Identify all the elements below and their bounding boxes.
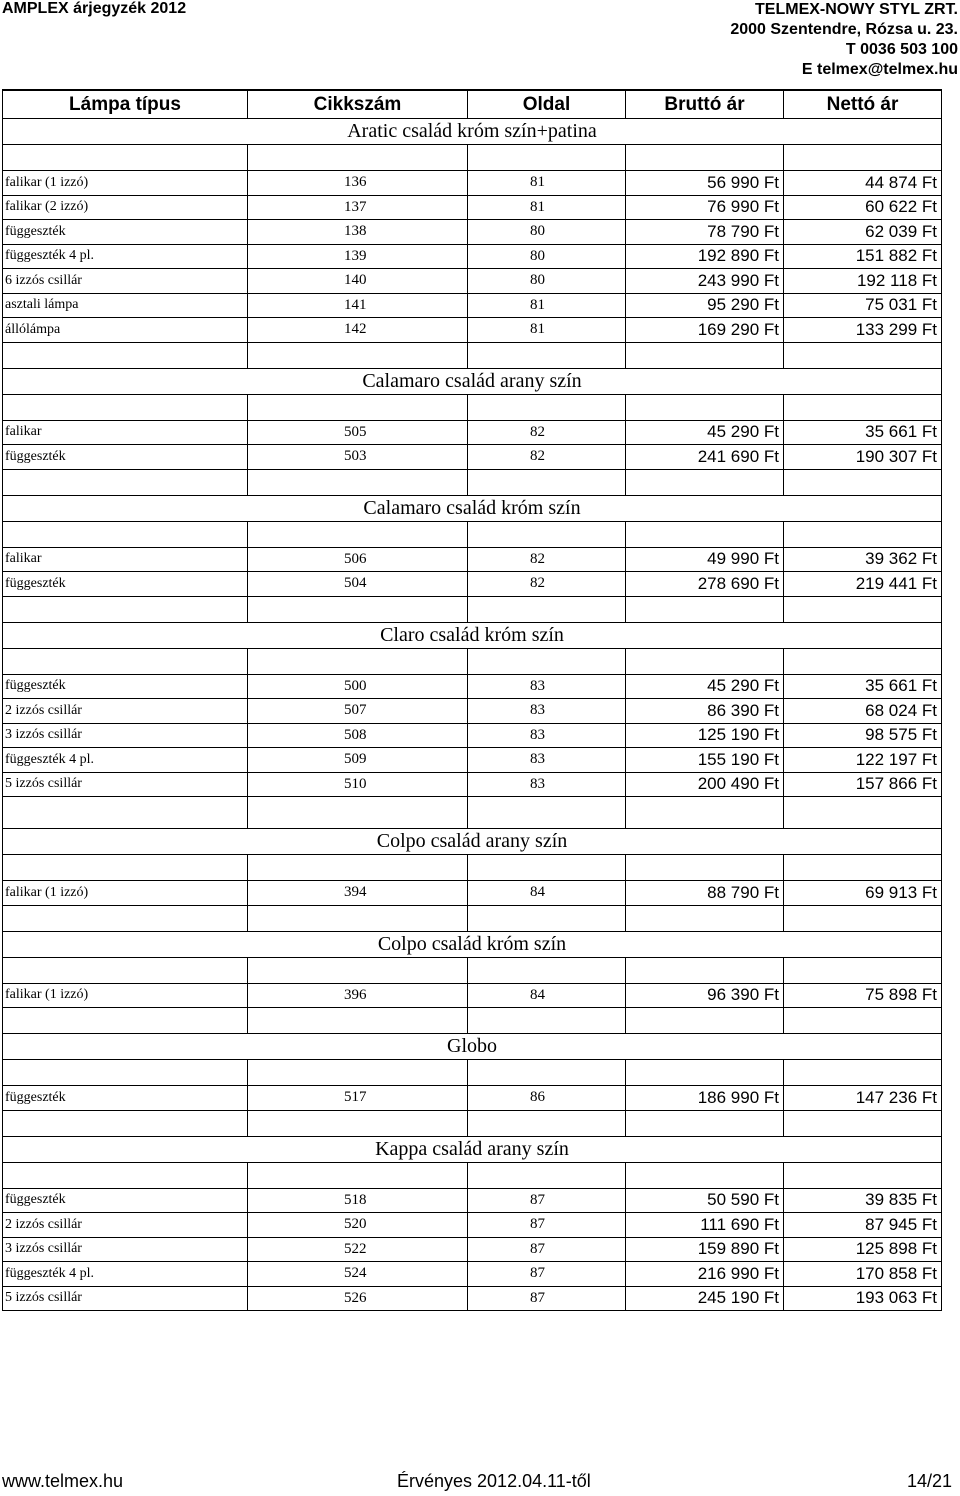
column-header-page: Oldal bbox=[468, 91, 626, 119]
cell-type: 6 izzós csillár bbox=[2, 269, 248, 294]
cell-code: 526 bbox=[248, 1287, 468, 1312]
cell-gross: 278 690 Ft bbox=[626, 572, 784, 597]
table-header-row bbox=[2, 89, 942, 119]
cell-code: 141 bbox=[248, 294, 468, 319]
cell-type: falikar (1 izzó) bbox=[2, 984, 248, 1009]
empty-cell bbox=[784, 522, 942, 548]
footer-validity: Érvényes 2012.04.11-től bbox=[397, 1471, 591, 1491]
empty-cell bbox=[468, 145, 626, 171]
cell-type: 5 izzós csillár bbox=[2, 1287, 248, 1312]
empty-cell bbox=[248, 649, 468, 675]
spacer-row bbox=[2, 343, 942, 369]
cell-code: 503 bbox=[248, 445, 468, 470]
empty-cell bbox=[248, 855, 468, 881]
section-title-row bbox=[2, 829, 942, 855]
spacer-row bbox=[2, 470, 942, 496]
cell-gross: 169 290 Ft bbox=[626, 318, 784, 343]
document-title: AMPLEX árjegyzék 2012 bbox=[2, 0, 187, 17]
section-title: Globo bbox=[2, 1034, 942, 1060]
empty-cell bbox=[248, 343, 468, 369]
cell-net: 151 882 Ft bbox=[784, 245, 942, 270]
cell-page: 81 bbox=[468, 318, 626, 343]
empty-cell bbox=[626, 343, 784, 369]
cell-gross: 78 790 Ft bbox=[626, 220, 784, 245]
cell-page: 86 bbox=[468, 1086, 626, 1111]
empty-cell bbox=[2, 343, 248, 369]
cell-page: 80 bbox=[468, 220, 626, 245]
empty-cell bbox=[248, 1008, 468, 1034]
cell-gross: 216 990 Ft bbox=[626, 1262, 784, 1287]
cell-code: 396 bbox=[248, 984, 468, 1009]
table-row bbox=[2, 245, 942, 270]
table-row bbox=[2, 548, 942, 573]
empty-cell bbox=[468, 597, 626, 623]
cell-type: falikar bbox=[2, 421, 248, 446]
empty-cell bbox=[2, 470, 248, 496]
section-title-row bbox=[2, 369, 942, 395]
column-header-gross: Bruttó ár bbox=[626, 91, 784, 119]
cell-page: 83 bbox=[468, 675, 626, 700]
empty-cell bbox=[2, 958, 248, 984]
section-title: Aratic család króm szín+patina bbox=[2, 119, 942, 145]
cell-page: 84 bbox=[468, 984, 626, 1009]
section-title-row bbox=[2, 1034, 942, 1060]
company-address: 2000 Szentendre, Rózsa u. 23. bbox=[730, 21, 958, 38]
spacer-row bbox=[2, 1060, 942, 1086]
cell-type: függeszték 4 pl. bbox=[2, 1262, 248, 1287]
cell-page: 84 bbox=[468, 881, 626, 906]
empty-cell bbox=[784, 343, 942, 369]
cell-gross: 88 790 Ft bbox=[626, 881, 784, 906]
empty-cell bbox=[2, 855, 248, 881]
section-title-row bbox=[2, 623, 942, 649]
cell-code: 522 bbox=[248, 1238, 468, 1263]
cell-net: 122 197 Ft bbox=[784, 748, 942, 773]
table-row bbox=[2, 220, 942, 245]
empty-cell bbox=[2, 906, 248, 932]
cell-gross: 86 390 Ft bbox=[626, 699, 784, 724]
cell-type: 5 izzós csillár bbox=[2, 773, 248, 798]
cell-type: függeszték bbox=[2, 572, 248, 597]
cell-code: 140 bbox=[248, 269, 468, 294]
cell-type: falikar (1 izzó) bbox=[2, 881, 248, 906]
empty-cell bbox=[468, 395, 626, 421]
empty-cell bbox=[626, 649, 784, 675]
empty-cell bbox=[2, 1060, 248, 1086]
cell-type: 3 izzós csillár bbox=[2, 724, 248, 749]
cell-page: 87 bbox=[468, 1189, 626, 1214]
column-header-code: Cikkszám bbox=[248, 91, 468, 119]
cell-net: 35 661 Ft bbox=[784, 675, 942, 700]
company-name: TELMEX-NOWY STYL ZRT. bbox=[755, 1, 958, 18]
cell-code: 508 bbox=[248, 724, 468, 749]
cell-page: 87 bbox=[468, 1262, 626, 1287]
cell-type: asztali lámpa bbox=[2, 294, 248, 319]
cell-net: 157 866 Ft bbox=[784, 773, 942, 798]
footer-page-number: 14/21 bbox=[906, 1471, 952, 1491]
footer-website: www.telmex.hu bbox=[2, 1471, 124, 1491]
empty-cell bbox=[2, 1111, 248, 1137]
cell-gross: 49 990 Ft bbox=[626, 548, 784, 573]
cell-gross: 96 390 Ft bbox=[626, 984, 784, 1009]
spacer-row bbox=[2, 855, 942, 881]
empty-cell bbox=[468, 906, 626, 932]
cell-gross: 245 190 Ft bbox=[626, 1287, 784, 1312]
cell-page: 80 bbox=[468, 269, 626, 294]
table-row bbox=[2, 1238, 942, 1263]
company-email: E telmex@telmex.hu bbox=[801, 61, 958, 78]
section-title: Kappa család arany szín bbox=[2, 1137, 942, 1163]
cell-type: falikar bbox=[2, 548, 248, 573]
table-row bbox=[2, 421, 942, 446]
cell-page: 82 bbox=[468, 572, 626, 597]
empty-cell bbox=[626, 958, 784, 984]
cell-code: 510 bbox=[248, 773, 468, 798]
table-row bbox=[2, 699, 942, 724]
empty-cell bbox=[2, 797, 248, 829]
cell-type: függeszték 4 pl. bbox=[2, 245, 248, 270]
cell-net: 60 622 Ft bbox=[784, 196, 942, 221]
table-row bbox=[2, 318, 942, 343]
section-title: Calamaro család króm szín bbox=[2, 496, 942, 522]
cell-gross: 186 990 Ft bbox=[626, 1086, 784, 1111]
table-row bbox=[2, 1262, 942, 1287]
empty-cell bbox=[2, 649, 248, 675]
empty-cell bbox=[626, 1163, 784, 1189]
cell-code: 520 bbox=[248, 1213, 468, 1238]
empty-cell bbox=[468, 797, 626, 829]
table-row bbox=[2, 1287, 942, 1312]
cell-net: 35 661 Ft bbox=[784, 421, 942, 446]
empty-cell bbox=[2, 145, 248, 171]
cell-gross: 45 290 Ft bbox=[626, 421, 784, 446]
empty-cell bbox=[468, 343, 626, 369]
cell-type: 2 izzós csillár bbox=[2, 699, 248, 724]
cell-net: 219 441 Ft bbox=[784, 572, 942, 597]
empty-cell bbox=[248, 395, 468, 421]
table-row bbox=[2, 675, 942, 700]
cell-net: 193 063 Ft bbox=[784, 1287, 942, 1312]
empty-cell bbox=[784, 1163, 942, 1189]
empty-cell bbox=[784, 597, 942, 623]
empty-cell bbox=[468, 1163, 626, 1189]
cell-net: 39 835 Ft bbox=[784, 1189, 942, 1214]
table-row bbox=[2, 881, 942, 906]
empty-cell bbox=[784, 797, 942, 829]
cell-type: függeszték bbox=[2, 220, 248, 245]
empty-cell bbox=[468, 470, 626, 496]
spacer-row bbox=[2, 649, 942, 675]
spacer-row bbox=[2, 958, 942, 984]
cell-code: 394 bbox=[248, 881, 468, 906]
cell-code: 137 bbox=[248, 196, 468, 221]
table-row bbox=[2, 724, 942, 749]
cell-code: 142 bbox=[248, 318, 468, 343]
cell-page: 82 bbox=[468, 548, 626, 573]
spacer-row bbox=[2, 395, 942, 421]
section-title-row bbox=[2, 1137, 942, 1163]
cell-code: 517 bbox=[248, 1086, 468, 1111]
cell-gross: 45 290 Ft bbox=[626, 675, 784, 700]
company-phone: T 0036 503 100 bbox=[845, 41, 958, 58]
cell-net: 87 945 Ft bbox=[784, 1213, 942, 1238]
empty-cell bbox=[2, 597, 248, 623]
empty-cell bbox=[248, 958, 468, 984]
cell-net: 68 024 Ft bbox=[784, 699, 942, 724]
cell-net: 44 874 Ft bbox=[784, 171, 942, 196]
table-body bbox=[2, 119, 942, 1311]
table-row bbox=[2, 171, 942, 196]
cell-type: függeszték bbox=[2, 1189, 248, 1214]
cell-gross: 159 890 Ft bbox=[626, 1238, 784, 1263]
empty-cell bbox=[626, 1060, 784, 1086]
empty-cell bbox=[626, 1111, 784, 1137]
cell-type: állólámpa bbox=[2, 318, 248, 343]
cell-gross: 56 990 Ft bbox=[626, 171, 784, 196]
empty-cell bbox=[2, 1008, 248, 1034]
cell-page: 83 bbox=[468, 724, 626, 749]
cell-page: 87 bbox=[468, 1238, 626, 1263]
empty-cell bbox=[248, 1111, 468, 1137]
cell-page: 81 bbox=[468, 294, 626, 319]
cell-net: 190 307 Ft bbox=[784, 445, 942, 470]
empty-cell bbox=[248, 522, 468, 548]
cell-gross: 50 590 Ft bbox=[626, 1189, 784, 1214]
empty-cell bbox=[248, 1163, 468, 1189]
cell-type: 3 izzós csillár bbox=[2, 1238, 248, 1263]
cell-type: falikar (1 izzó) bbox=[2, 171, 248, 196]
empty-cell bbox=[626, 597, 784, 623]
column-header-type: Lámpa típus bbox=[2, 91, 248, 119]
cell-page: 80 bbox=[468, 245, 626, 270]
table-row bbox=[2, 196, 942, 221]
cell-code: 500 bbox=[248, 675, 468, 700]
empty-cell bbox=[2, 522, 248, 548]
spacer-row bbox=[2, 522, 942, 548]
empty-cell bbox=[784, 1008, 942, 1034]
cell-gross: 192 890 Ft bbox=[626, 245, 784, 270]
spacer-row bbox=[2, 597, 942, 623]
table-row bbox=[2, 773, 942, 798]
cell-net: 98 575 Ft bbox=[784, 724, 942, 749]
cell-net: 147 236 Ft bbox=[784, 1086, 942, 1111]
empty-cell bbox=[626, 797, 784, 829]
cell-gross: 155 190 Ft bbox=[626, 748, 784, 773]
table-row bbox=[2, 1086, 942, 1111]
cell-gross: 111 690 Ft bbox=[626, 1213, 784, 1238]
empty-cell bbox=[2, 395, 248, 421]
cell-code: 506 bbox=[248, 548, 468, 573]
empty-cell bbox=[248, 470, 468, 496]
column-header-net: Nettó ár bbox=[784, 91, 942, 119]
empty-cell bbox=[468, 649, 626, 675]
empty-cell bbox=[784, 145, 942, 171]
spacer-row bbox=[2, 906, 942, 932]
table-row bbox=[2, 269, 942, 294]
empty-cell bbox=[784, 1060, 942, 1086]
cell-net: 192 118 Ft bbox=[784, 269, 942, 294]
cell-gross: 241 690 Ft bbox=[626, 445, 784, 470]
cell-net: 62 039 Ft bbox=[784, 220, 942, 245]
cell-page: 81 bbox=[468, 196, 626, 221]
section-title-row bbox=[2, 119, 942, 145]
table-row bbox=[2, 294, 942, 319]
cell-gross: 125 190 Ft bbox=[626, 724, 784, 749]
empty-cell bbox=[626, 470, 784, 496]
cell-code: 138 bbox=[248, 220, 468, 245]
empty-cell bbox=[248, 1060, 468, 1086]
cell-page: 81 bbox=[468, 171, 626, 196]
spacer-row bbox=[2, 1163, 942, 1189]
cell-code: 507 bbox=[248, 699, 468, 724]
empty-cell bbox=[784, 855, 942, 881]
company-block bbox=[730, 0, 958, 80]
section-title: Claro család króm szín bbox=[2, 623, 942, 649]
cell-net: 69 913 Ft bbox=[784, 881, 942, 906]
cell-code: 504 bbox=[248, 572, 468, 597]
empty-cell bbox=[468, 522, 626, 548]
cell-code: 505 bbox=[248, 421, 468, 446]
cell-type: függeszték bbox=[2, 1086, 248, 1111]
cell-type: függeszték bbox=[2, 445, 248, 470]
cell-code: 139 bbox=[248, 245, 468, 270]
cell-gross: 76 990 Ft bbox=[626, 196, 784, 221]
empty-cell bbox=[626, 906, 784, 932]
cell-gross: 95 290 Ft bbox=[626, 294, 784, 319]
empty-cell bbox=[626, 1008, 784, 1034]
cell-code: 136 bbox=[248, 171, 468, 196]
cell-type: függeszték 4 pl. bbox=[2, 748, 248, 773]
empty-cell bbox=[626, 855, 784, 881]
cell-page: 82 bbox=[468, 445, 626, 470]
empty-cell bbox=[784, 470, 942, 496]
cell-net: 133 299 Ft bbox=[784, 318, 942, 343]
cell-code: 524 bbox=[248, 1262, 468, 1287]
section-title-row bbox=[2, 496, 942, 522]
cell-page: 83 bbox=[468, 748, 626, 773]
cell-net: 75 898 Ft bbox=[784, 984, 942, 1009]
cell-net: 75 031 Ft bbox=[784, 294, 942, 319]
empty-cell bbox=[784, 649, 942, 675]
section-title: Colpo család króm szín bbox=[2, 932, 942, 958]
table-row bbox=[2, 984, 942, 1009]
section-title-row bbox=[2, 932, 942, 958]
empty-cell bbox=[468, 1060, 626, 1086]
empty-cell bbox=[248, 797, 468, 829]
cell-net: 39 362 Ft bbox=[784, 548, 942, 573]
empty-cell bbox=[248, 597, 468, 623]
empty-cell bbox=[784, 906, 942, 932]
empty-cell bbox=[468, 1008, 626, 1034]
cell-page: 82 bbox=[468, 421, 626, 446]
cell-gross: 200 490 Ft bbox=[626, 773, 784, 798]
empty-cell bbox=[626, 522, 784, 548]
spacer-row bbox=[2, 1008, 942, 1034]
section-title: Calamaro család arany szín bbox=[2, 369, 942, 395]
table-row bbox=[2, 748, 942, 773]
empty-cell bbox=[248, 145, 468, 171]
spacer-row bbox=[2, 145, 942, 171]
empty-cell bbox=[784, 958, 942, 984]
price-table bbox=[2, 89, 942, 1311]
empty-cell bbox=[626, 395, 784, 421]
empty-cell bbox=[2, 1163, 248, 1189]
table-row bbox=[2, 1189, 942, 1214]
empty-cell bbox=[468, 1111, 626, 1137]
empty-cell bbox=[784, 395, 942, 421]
spacer-row bbox=[2, 797, 942, 829]
cell-net: 170 858 Ft bbox=[784, 1262, 942, 1287]
cell-type: függeszték bbox=[2, 675, 248, 700]
cell-gross: 243 990 Ft bbox=[626, 269, 784, 294]
empty-cell bbox=[468, 855, 626, 881]
cell-page: 87 bbox=[468, 1213, 626, 1238]
cell-type: 2 izzós csillár bbox=[2, 1213, 248, 1238]
table-row bbox=[2, 445, 942, 470]
cell-net: 125 898 Ft bbox=[784, 1238, 942, 1263]
cell-code: 509 bbox=[248, 748, 468, 773]
empty-cell bbox=[248, 906, 468, 932]
cell-type: falikar (2 izzó) bbox=[2, 196, 248, 221]
cell-page: 83 bbox=[468, 773, 626, 798]
cell-page: 83 bbox=[468, 699, 626, 724]
cell-code: 518 bbox=[248, 1189, 468, 1214]
table-row bbox=[2, 572, 942, 597]
cell-page: 87 bbox=[468, 1287, 626, 1312]
empty-cell bbox=[468, 958, 626, 984]
section-title: Colpo család arany szín bbox=[2, 829, 942, 855]
table-row bbox=[2, 1213, 942, 1238]
spacer-row bbox=[2, 1111, 942, 1137]
empty-cell bbox=[626, 145, 784, 171]
empty-cell bbox=[784, 1111, 942, 1137]
